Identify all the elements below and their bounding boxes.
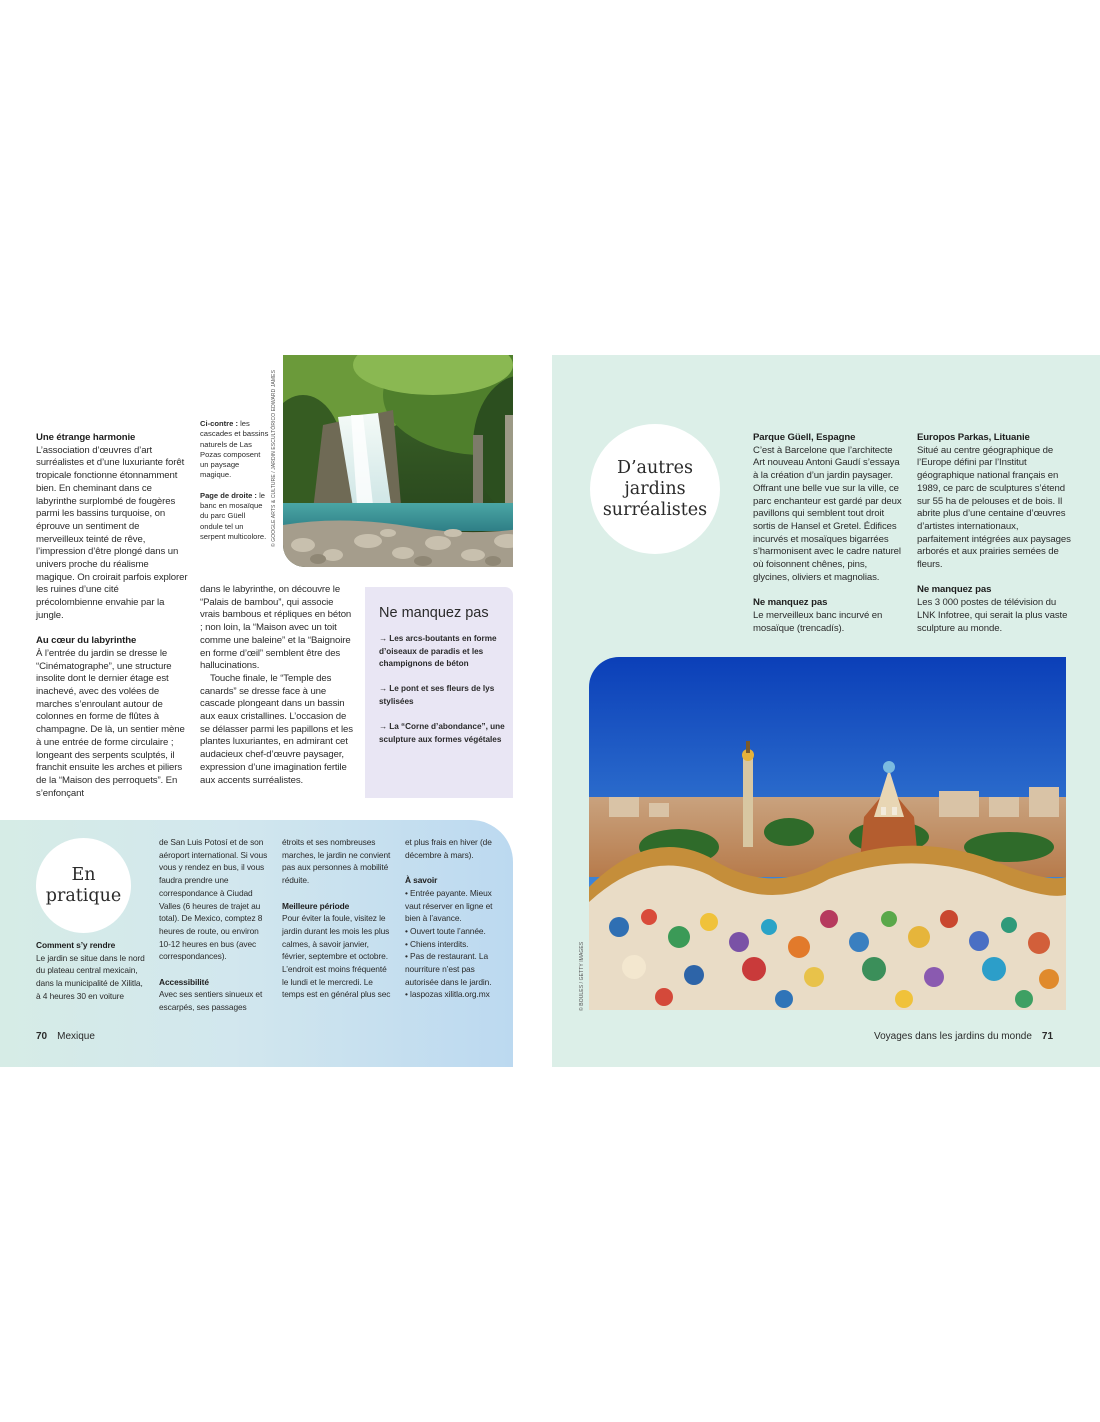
waterfall-photo <box>283 355 552 567</box>
subheading: Parque Güell, Espagne <box>753 432 856 443</box>
right-folio <box>874 1031 1053 1042</box>
paragraph: • Entrée payante. Mieux vaut réserver en ligne et bien à l’avance. <box>405 887 493 924</box>
photo-credit-right: © BOULES / GETTY IMAGES <box>579 941 585 1011</box>
subheading: À savoir <box>405 875 438 886</box>
page-number: 70 <box>36 1031 48 1042</box>
page-gutter <box>513 355 552 1067</box>
paragraph: et plus frais en hiver (de décembre à mars). <box>405 837 492 860</box>
subheading: Accessibilité <box>159 976 209 987</box>
subheading: Une étrange harmonie <box>36 432 136 443</box>
pratique-column-2 <box>159 836 271 1014</box>
paragraph: de San Luis Potosí et de son aéroport international. Si vous vous y rendez en bus, il vous faudra prendre une correspondance à Ciudad Valles (6 heures de trajet au total). De Mexico, comptez 8 heures de route, ou environ 10-12 heures en bus (avec correspondances). <box>159 837 268 962</box>
circle-line-1: D’autres <box>616 457 694 478</box>
circle-line-1: En <box>71 864 96 885</box>
right-text-column-2 <box>917 432 1072 635</box>
pratique-column-4 <box>405 836 505 1001</box>
book-spread <box>0 355 1100 1067</box>
autres-jardins-circle <box>590 424 720 554</box>
paragraph: Les 3 000 postes de télévision du LNK Infotree, qui serait la plus vaste sculpture au monde. <box>917 597 1068 634</box>
paragraph: Situé au centre géographique de l’Europe défini par l’Institut géographique national français en 1989, ce parc de sculptures s’étend sur 55 ha de pelouses et de bois. Il abrite plus d’une centaine d’œuvres d’artistes internationaux, parfaitement intégrées aux paysages arborés et aux prairies semées de fleurs. <box>917 444 1071 571</box>
subheading: Europos Parkas, Lituanie <box>917 432 1030 443</box>
paragraph-gap <box>159 963 271 976</box>
paragraph: L’association d’œuvres d’art surréalistes et d’une luxuriante forêt tropicale fonctionne étonnamment bien. En cheminant dans ce labyrinthe surplombé de fougères parmi les bassins turquoise, on éprouve un sentiment de merveilleux teinté de rêve, l’impression d’être plongé dans un univers proche du réalisme magique. On croirait parfois explorer les ruines d’une cité précolombienne envahie par la jungle. <box>36 444 188 621</box>
paragraph: étroits et ses nombreuses marches, le jardin ne convient pas aux personnes à mobilité réduite. <box>282 837 391 886</box>
paragraph: • Pas de restaurant. La nourriture n’est pas autorisée dans le jardin. <box>405 951 492 987</box>
circle-line-2: jardins <box>624 478 686 499</box>
paragraph: À l’entrée du jardin se dresse le “Cinématographe”, une structure insolite dont le dernier étage est inachevé, avec des volées de marches s’enroulant autour de colonnes en forme de flûtes à champagne. De là, un sentier mène à une entrée de forme circulaire ; longeant des serpents sculptés, il franchit ensuite les arches et piliers de la “Maison des perroquets”. En s’enfonçant <box>36 647 185 799</box>
caption-text-1: les cascades et bassins naturels de Las Pozas composent un paysage magique. <box>200 419 269 480</box>
page-section: Mexique <box>57 1031 95 1042</box>
caption-text-2: le banc en mosaïque du parc Güell ondule tel un serpent multicolore. <box>200 490 267 541</box>
subheading: Comment s’y rendre <box>36 940 116 950</box>
page-section: Voyages dans les jardins du monde <box>874 1031 1032 1042</box>
en-pratique-panel <box>0 820 513 1067</box>
arrow-icon: → <box>379 721 387 731</box>
en-pratique-circle <box>36 838 131 933</box>
arrow-icon: → <box>379 634 387 643</box>
pratique-column-1 <box>36 939 148 1003</box>
paragraph: Touche finale, le “Temple des canards” se dresse face à une cascade plongeant dans un bassin aux eaux cristallines. L’occasion de se délasser parmi les papillons et les plantes luxuriantes, en admirant cet audacieux chef-d’œuvre paysager, expression d’une imagination fertile aux accents surréalistes. <box>200 672 353 786</box>
subheading: Ne manquez pas <box>917 584 992 596</box>
list-item <box>379 633 507 671</box>
left-text-column-2 <box>200 584 354 787</box>
paragraph-gap <box>36 623 188 636</box>
ne-manquez-pas-box <box>365 587 513 798</box>
right-text-column-1 <box>753 432 906 635</box>
list-item-text: Le pont et ses fleurs de lys stylisées <box>379 684 495 706</box>
paragraph-gap <box>917 572 1072 585</box>
ne-manquez-pas-list <box>379 633 507 759</box>
list-item-text: La “Corne d’abondance”, une sculpture aux formes végétales <box>379 721 505 744</box>
paragraph: C’est à Barcelone que l’architecte Art nouveau Antoni Gaudí s’essaya à la création d’un jardin paysager. Offrant une belle vue sur la ville, ce parc enchanteur est gardé par deux pavillons qui semblent tout droit sortis de Hansel et Gretel. Édifices incurvés et mosaïques bigarrées s’harmonisent avec le cadre naturel où foisonnent chênes, pins, glycines, oliviers et magnolias. <box>753 444 902 583</box>
subheading: Meilleure période <box>282 900 350 911</box>
list-item-text: Les arcs-boutants en forme d’oiseaux de paradis et les champignons de béton <box>379 634 497 669</box>
paragraph-gap <box>753 584 906 597</box>
circle-line-3: surréalistes <box>602 499 708 520</box>
list-item <box>379 721 507 746</box>
left-text-column-1 <box>36 432 188 800</box>
caption-label-2: Page de droite : <box>200 490 257 500</box>
page-number: 71 <box>1041 1031 1054 1042</box>
circle-line-2: pratique <box>45 885 122 906</box>
pratique-column-3 <box>282 836 394 1001</box>
paragraph-gap <box>405 861 505 874</box>
paragraph: • Chiens interdits. <box>405 938 469 949</box>
photo-credit-left: © GOOGLE ARTS & CULTURE / JARDIN ESCULTÓRICO EDWARD JAMES <box>271 369 277 547</box>
subheading: Au cœur du labyrinthe <box>36 635 137 647</box>
park-guell-photo <box>589 657 1066 1010</box>
left-folio <box>36 1031 95 1042</box>
paragraph: • Ouvert toute l’année. <box>405 925 486 936</box>
left-page <box>0 355 552 1067</box>
paragraph-gap <box>282 887 394 900</box>
ne-manquez-pas-title: Ne manquez pas <box>379 605 489 621</box>
list-item <box>379 683 507 708</box>
paragraph: Le jardin se situe dans le nord du plateau central mexicain, dans la municipalité de Xilitla, à 4 heures 30 en voiture <box>36 952 145 1001</box>
paragraph: • laspozas xilitla.org.mx <box>405 989 490 1000</box>
subheading: Ne manquez pas <box>753 597 828 609</box>
paragraph: Avec ses sentiers sinueux et escarpés, ses passages <box>159 989 263 1013</box>
right-page <box>552 355 1100 1067</box>
photo-caption <box>200 419 270 542</box>
paragraph: Pour éviter la foule, visitez le jardin durant les mois les plus calmes, à savoir janvier, février, septembre et octobre. L’endroit est moins fréquenté le lundi et le mercredi. Le temps est en général plus sec <box>282 913 391 1000</box>
paragraph: Le merveilleux banc incurvé en mosaïque (trencadís). <box>753 609 883 634</box>
caption-label-1: Ci-contre : <box>200 419 238 428</box>
arrow-icon: → <box>379 684 387 694</box>
paragraph: dans le labyrinthe, on découvre le “Palais de bambou”, qui associe vrais bambous et répliques en béton ; non loin, la “Maison avec un toit comme une baleine” et la “Baignoire en forme d’œil” semblent être des hallucinations. <box>200 584 352 672</box>
